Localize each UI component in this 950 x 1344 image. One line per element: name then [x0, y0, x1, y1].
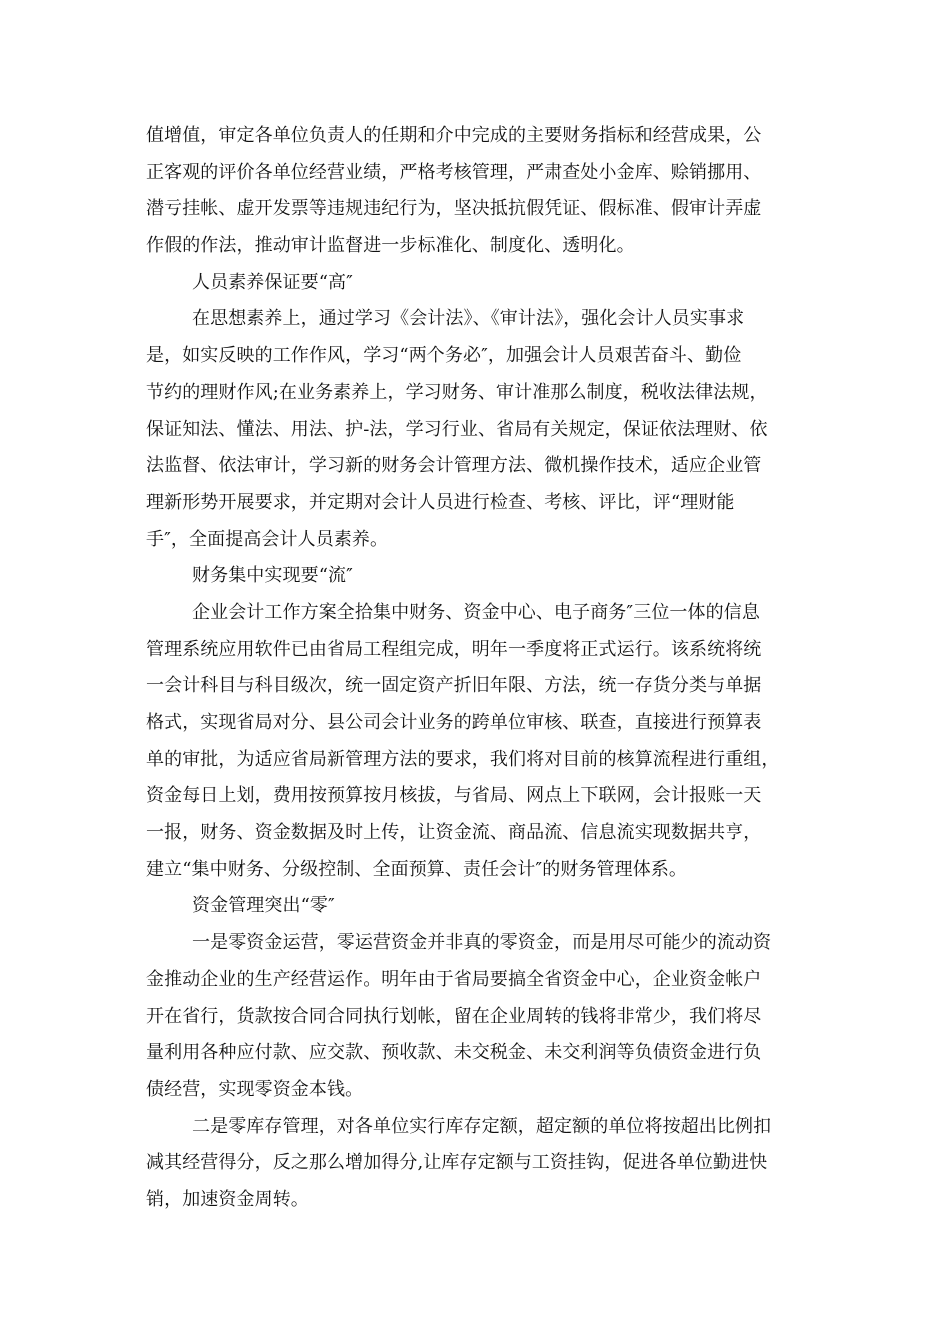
text-line: 在思想素养上，通过学习《会计法》、《审计法》，强化会计人员实事求: [192, 308, 745, 330]
text-line: 保证知法、懂法、用法、护-法，学习行业、省局有关规定，保证依法理财、依: [146, 418, 768, 440]
text-line: 单的审批，为适应省局新管理方法的要求，我们将对目前的核算流程进行重组，: [146, 748, 780, 770]
text-line: 二是零库存管理，对各单位实行库存定额，超定额的单位将按超出比例扣: [192, 1115, 772, 1137]
text-line: 正客观的评价各单位经营业绩，严格考核管理，严肃查处小金库、赊销挪用、: [146, 161, 762, 183]
paragraph-zero-capital: [146, 925, 812, 1108]
heading-line: 人员素养保证要“高″: [192, 271, 353, 293]
text-line: 销，加速资金周转。: [146, 1188, 309, 1210]
paragraph-zero-inventory: [146, 1109, 812, 1219]
section-heading-capital-management: [146, 888, 812, 925]
text-line: 企业会计工作方案全拾集中财务、资金中心、电子商务″三位一体的信息: [192, 601, 760, 623]
text-line: 建立“集中财务、分级控制、全面预算、责任会计″的财务管理体系。: [146, 858, 688, 880]
text-line: 一会计科目与科目级次，统一固定资产折旧年限、方法，统一存货分类与单据: [146, 675, 762, 697]
section-heading-finance-centralization: [146, 558, 812, 595]
text-line: 金推动企业的生产经营运作。明年由于省局要搞全省资金中心，企业资金帐户: [146, 968, 762, 990]
text-line: 法监督、依法审计，学习新的财务会计管理方法、微机操作技术，适应企业管: [146, 455, 762, 477]
paragraph-personnel-quality: [146, 301, 812, 558]
text-line: 手″，全面提高会计人员素养。: [146, 528, 389, 550]
text-line: 量利用各种应付款、应交款、预收款、未交税金、未交利润等负债资金进行负: [146, 1042, 762, 1064]
text-line: 格式，实现省局对分、县公司会计业务的跨单位审核、联查，直接进行预算表: [146, 712, 762, 733]
paragraph-finance-centralization: [146, 595, 812, 889]
text-line: 资金每日上划，费用按预算按月核拔，与省局、网点上下联网，会计报账一天: [146, 785, 762, 807]
text-line: 债经营，实现零资金本钱。: [146, 1078, 364, 1100]
heading-line: 资金管理突出“零″: [192, 895, 335, 917]
paragraph-audit-continuation: [146, 118, 812, 265]
text-line: 开在省行，货款按合同合同执行划帐，留在企业周转的钱将非常少，我们将尽: [146, 1005, 762, 1027]
text-line: 节约的理财作风;在业务素养上，学习财务、审计准那么制度，税收法律法规，: [146, 381, 768, 403]
text-line: 管理系统应用软件已由省局工程组完成，明年一季度将正式运行。该系统将统: [146, 638, 762, 660]
document-body: [146, 118, 812, 1219]
text-line: 作假的作法，推动审计监督进一步标准化、制度化、透明化。: [146, 235, 635, 257]
section-heading-personnel: [146, 265, 812, 302]
heading-line: 财务集中实现要“流″: [192, 565, 353, 587]
text-line: 理新形势开展要求，并定期对会计人员进行检查、考核、评比，评“理财能: [146, 491, 735, 513]
text-line: 一是零资金运营，零运营资金并非真的零资金，而是用尽可能少的流动资: [192, 932, 772, 954]
text-line: 值增值，审定各单位负责人的任期和介中完成的主要财务指标和经营成果，公: [146, 125, 762, 146]
text-line: 是，如实反映的工作作风，学习“两个务必″，加强会计人员艰苦奋斗、勤俭: [146, 345, 742, 367]
text-line: 潜亏挂帐、虚开发票等违规违纪行为，坚决抵抗假凭证、假标准、假审计弄虚: [146, 198, 762, 220]
text-line: 减其经营得分，反之那么增加得分,让库存定额与工资挂钩，促进各单位勤进快: [146, 1152, 768, 1174]
text-line: 一报，财务、资金数据及时上传，让资金流、商品流、信息流实现数据共亨，: [146, 822, 762, 844]
